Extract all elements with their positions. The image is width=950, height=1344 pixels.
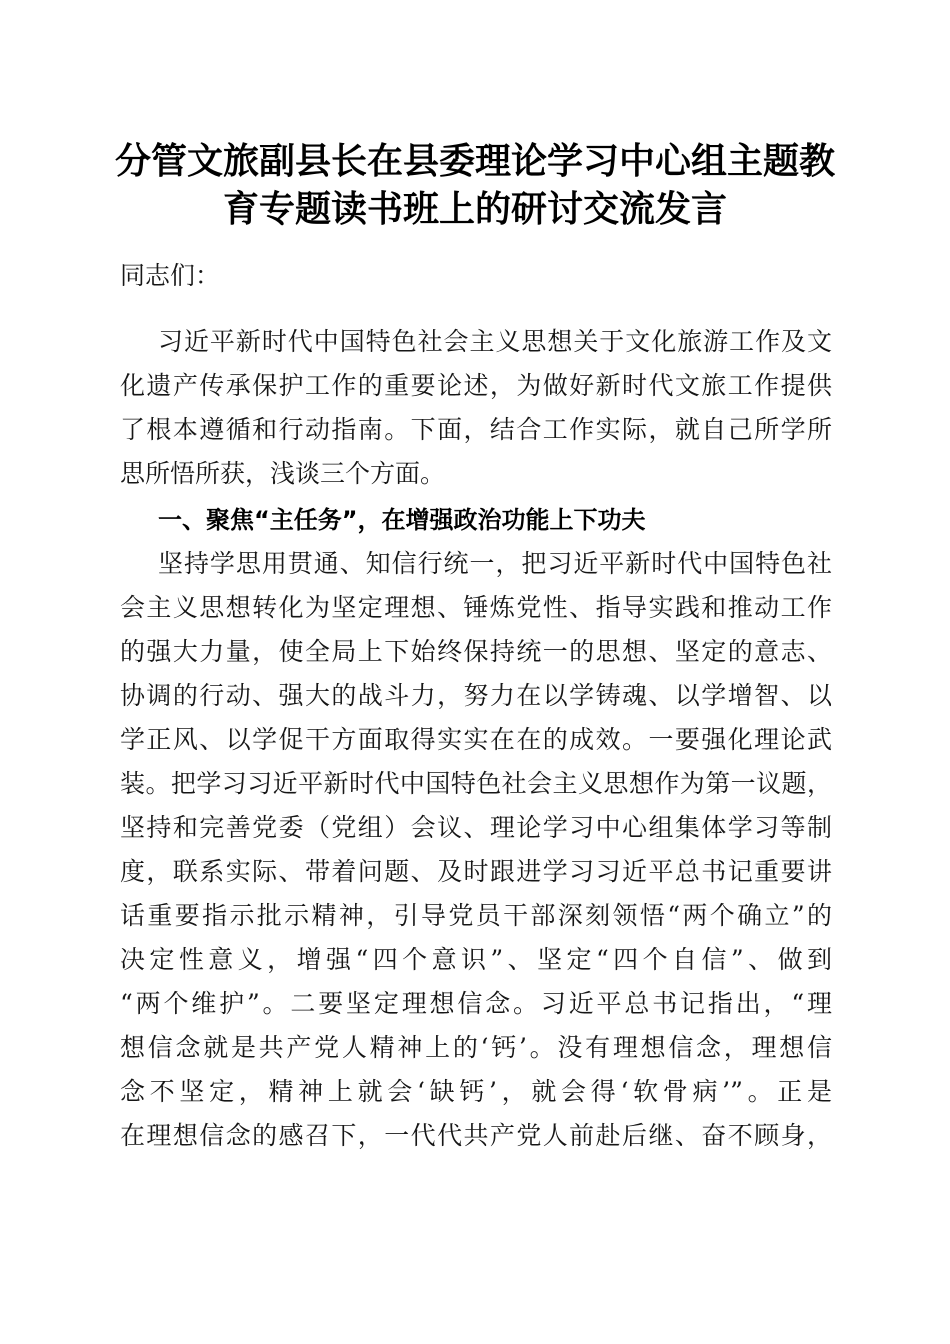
body-line: 会主义思想转化为坚定理想、锤炼党性、指导实践和推动工作 xyxy=(120,593,832,622)
body-line: 的强大力量，使全局上下始终保持统一的思想、坚定的意志、 xyxy=(120,637,832,666)
document-title-line-2: 育专题读书班上的研讨交流发言 xyxy=(222,188,727,230)
intro-line: 了根本遵循和行动指南。下面，结合工作实际，就自己所学所 xyxy=(120,415,832,444)
body-line: 度，联系实际、带着问题、及时跟进学习习近平总书记重要讲 xyxy=(120,857,832,886)
body-line: 在理想信念的感召下，一代代共产党人前赴后继、奋不顾身， xyxy=(120,1121,832,1150)
document-title-line-1: 分管文旅副县长在县委理论学习中心组主题教 xyxy=(114,140,835,182)
body-line: 想信念就是共产党人精神上的‘钙’。没有理想信念，理想信 xyxy=(120,1033,832,1062)
body-line: “两个维护”。二要坚定理想信念。习近平总书记指出，“理 xyxy=(120,989,832,1018)
body-line: 话重要指示批示精神，引导党员干部深刻领悟“两个确立”的 xyxy=(120,901,832,930)
intro-line: 化遗产传承保护工作的重要论述，为做好新时代文旅工作提供 xyxy=(120,371,832,400)
body-line: 协调的行动、强大的战斗力，努力在以学铸魂、以学增智、以 xyxy=(120,681,832,710)
body-line: 装。把学习习近平新时代中国特色社会主义思想作为第一议题， xyxy=(120,769,832,798)
body-line: 坚持和完善党委（党组）会议、理论学习中心组集体学习等制 xyxy=(120,813,832,842)
body-line: 决定性意义，增强“四个意识”、坚定“四个自信”、做到 xyxy=(120,945,832,974)
section-heading: 一、聚焦“主任务”，在增强政治功能上下功夫 xyxy=(158,506,646,534)
salutation: 同志们： xyxy=(120,261,221,290)
body-line: 念不坚定，精神上就会‘缺钙’，就会得‘软骨病’”。正是 xyxy=(120,1077,832,1106)
body-line: 坚持学思用贯通、知信行统一，把习近平新时代中国特色社 xyxy=(158,549,832,578)
intro-line: 思所悟所获，浅谈三个方面。 xyxy=(120,459,446,488)
intro-line: 习近平新时代中国特色社会主义思想关于文化旅游工作及文 xyxy=(158,327,832,356)
body-line: 学正风、以学促干方面取得实实在在的成效。一要强化理论武 xyxy=(120,725,832,754)
